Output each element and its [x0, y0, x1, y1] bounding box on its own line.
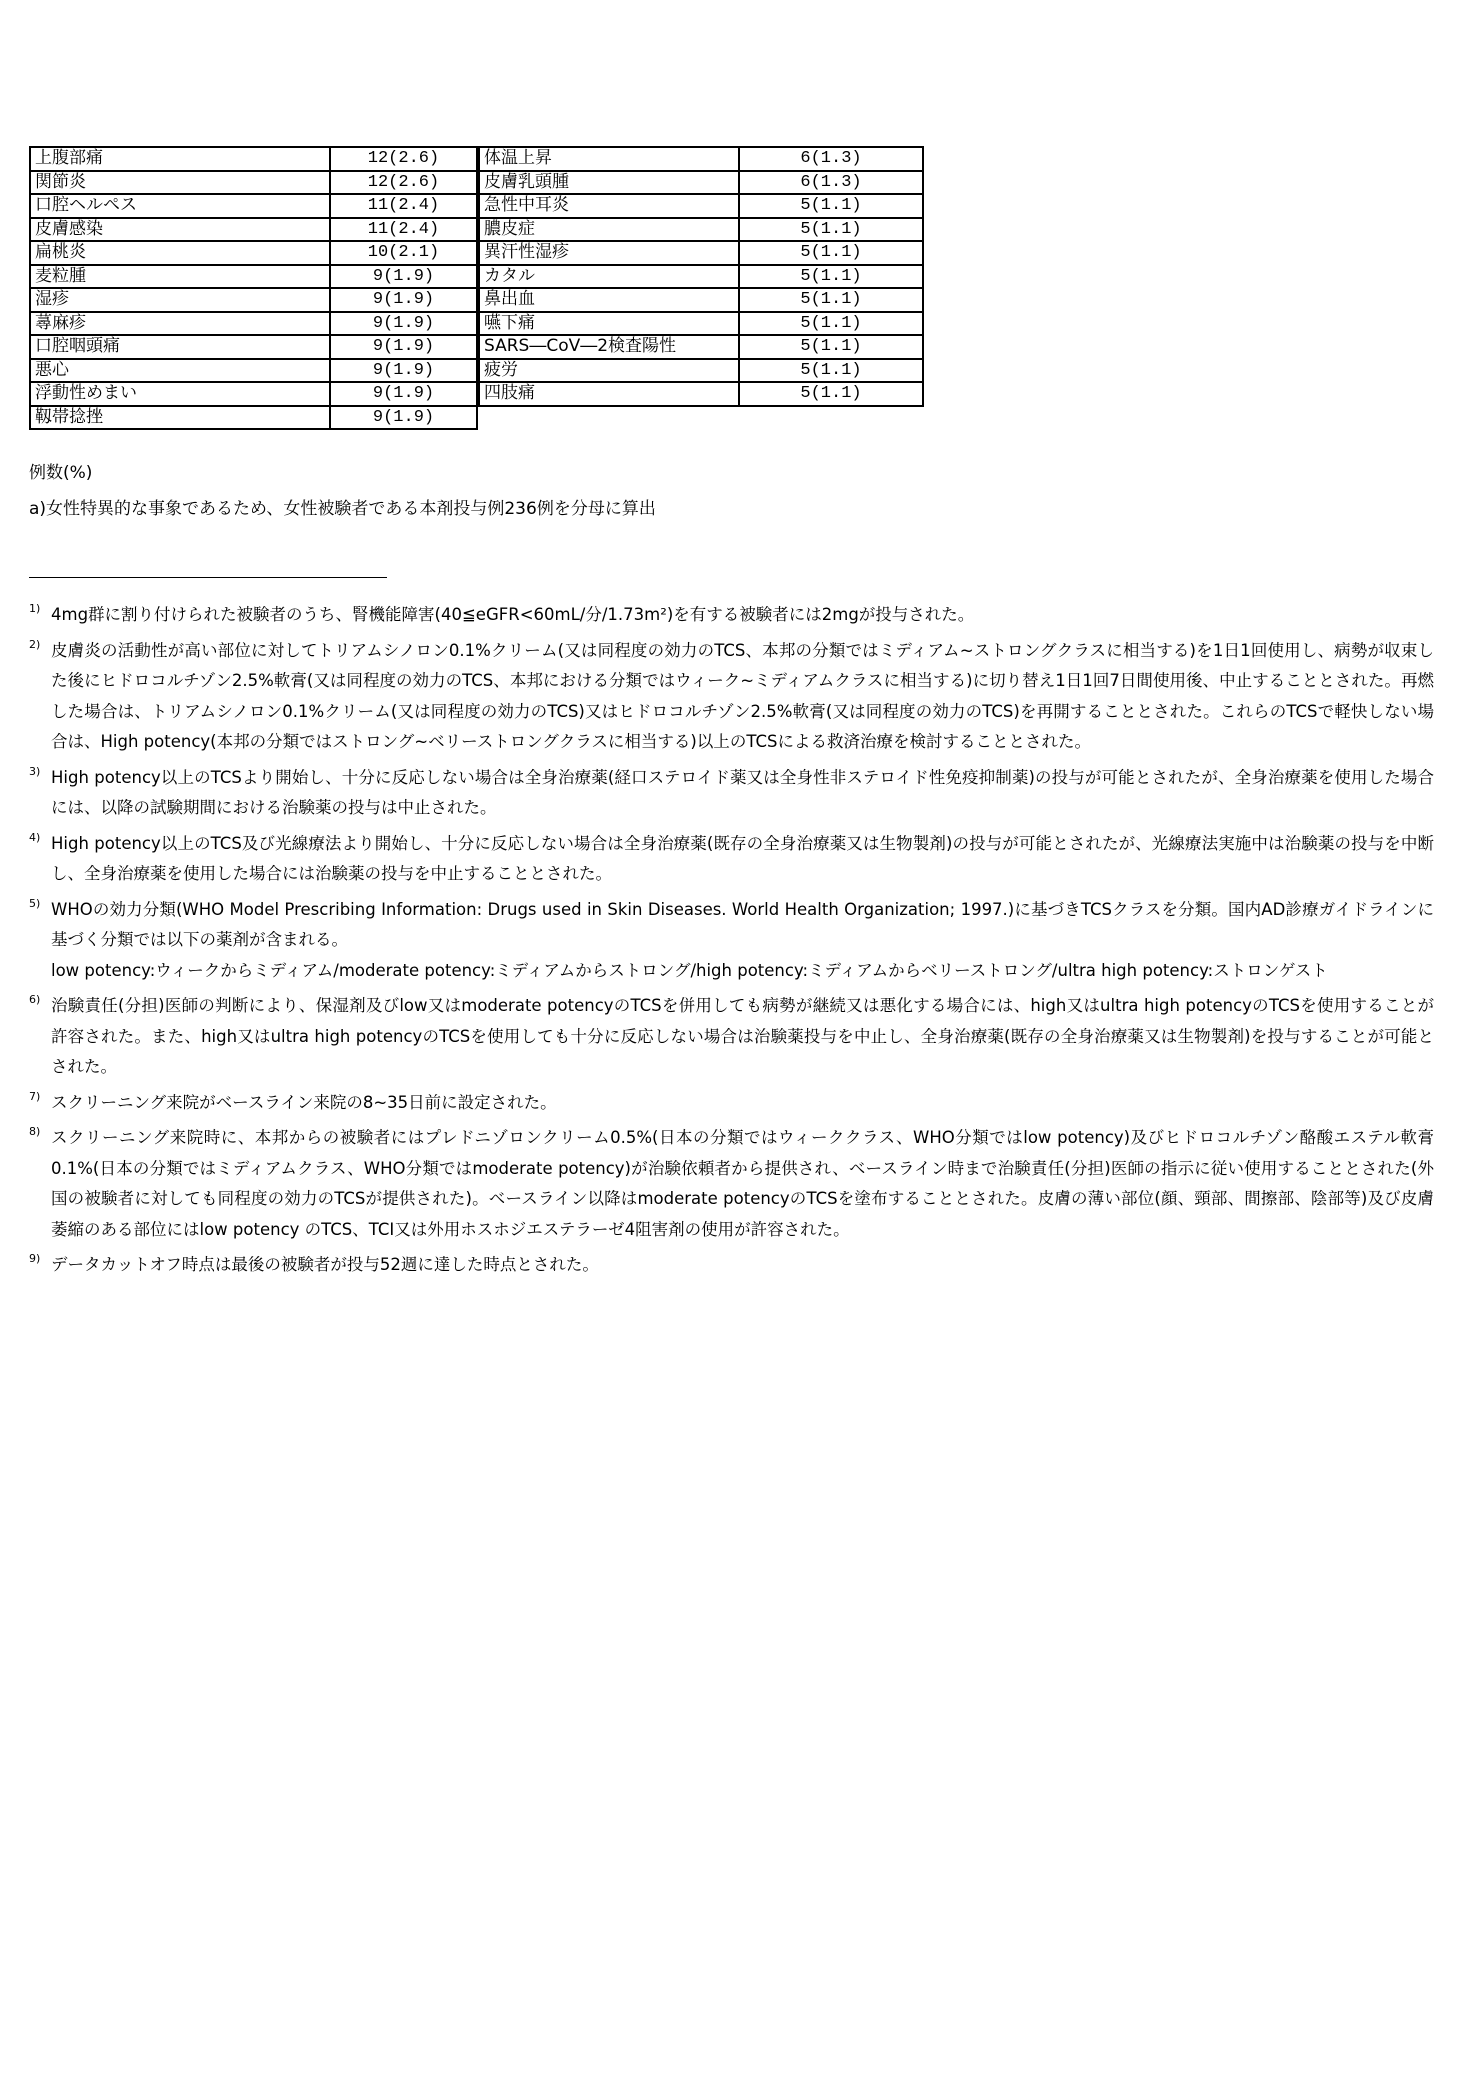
adverse-events-table-left — [29, 146, 478, 430]
event-name-cell: 四肢痛 — [479, 382, 739, 406]
footnote-item — [29, 1088, 1434, 1119]
table-row — [479, 194, 923, 218]
event-count-cell: 5(1.1) — [739, 288, 923, 312]
event-name-cell: 上腹部痛 — [30, 147, 330, 171]
event-count-cell: 5(1.1) — [739, 335, 923, 359]
event-count-cell: 12(2.6) — [330, 171, 477, 195]
footnote-divider — [29, 577, 387, 578]
event-name-cell: 皮膚感染 — [30, 218, 330, 242]
table-row — [30, 241, 477, 265]
table-row — [479, 218, 923, 242]
event-name-cell: 体温上昇 — [479, 147, 739, 171]
footnote-marker: 7) — [29, 1089, 41, 1103]
footnote-item — [29, 895, 1434, 987]
event-count-cell: 11(2.4) — [330, 218, 477, 242]
event-count-cell: 9(1.9) — [330, 312, 477, 336]
event-count-cell: 5(1.1) — [739, 241, 923, 265]
event-name-cell: 嚥下痛 — [479, 312, 739, 336]
unit-note: 例数(%) — [29, 463, 93, 483]
footnote-item — [29, 636, 1434, 758]
table-row — [30, 171, 477, 195]
event-count-cell: 9(1.9) — [330, 265, 477, 289]
event-count-cell: 5(1.1) — [739, 218, 923, 242]
footnote-text: 4mg群に割り付けられた被験者のうち、腎機能障害(40≦eGFR<60mL/分/1.73m²)を有する被験者には2mgが投与された。 — [51, 605, 975, 624]
event-count-cell: 9(1.9) — [330, 406, 477, 430]
event-name-cell: 浮動性めまい — [30, 382, 330, 406]
footnote-marker: 8) — [29, 1125, 41, 1138]
footnote-marker: 9) — [29, 1252, 41, 1265]
event-name-cell: 扁桃炎 — [30, 241, 330, 265]
event-name-cell: 急性中耳炎 — [479, 194, 739, 218]
footnote-text: WHOの効力分類(WHO Model Prescribing Information: Drugs used in Skin Diseases. World Health Organization; 1997.)に基づきTCSクラスを分類。国内AD診療ガイドラインに基づく分類では以下の薬剤が含まれる。 — [51, 899, 1434, 949]
footnote-text: High potency以上のTCS及び光線療法より開始し、十分に反応しない場合は全身治療薬(既存の全身治療薬又は生物製剤)の投与が可能とされたが、光線療法実施中は治験薬の投与を中断し、全身治療薬を使用した場合には治験薬の投与を中止することとされた。 — [51, 833, 1434, 883]
footnote-item — [29, 1123, 1434, 1245]
event-name-cell: 悪心 — [30, 359, 330, 383]
event-count-cell: 5(1.1) — [739, 382, 923, 406]
footnote-item — [29, 1250, 1434, 1281]
footnote-marker: 1) — [29, 602, 41, 615]
table-row — [30, 265, 477, 289]
event-name-cell: 湿疹 — [30, 288, 330, 312]
footnote-text: High potency以上のTCSより開始し、十分に反応しない場合は全身治療薬(経口ステロイド薬又は全身性非ステロイド性免疫抑制薬)の投与が可能とされたが、全身治療薬を使用した場合には、以降の試験期間における治験薬の投与は中止された。 — [51, 767, 1434, 817]
table-row — [30, 382, 477, 406]
event-count-cell: 11(2.4) — [330, 194, 477, 218]
footnote-marker: 4) — [29, 830, 41, 844]
footnote-text: low potency:ウィークからミディアム/moderate potency:ミディアムからストロング/high potency:ミディアムからベリーストロング/ultra high potency:ストロンゲスト — [51, 960, 1328, 980]
event-count-cell: 9(1.9) — [330, 288, 477, 312]
footnote-text: データカットオフ時点は最後の被験者が投与52週に達した時点とされた。 — [51, 1255, 599, 1274]
event-name-cell: 麦粒腫 — [30, 265, 330, 289]
event-count-cell: 6(1.3) — [739, 147, 923, 171]
table-row — [479, 382, 923, 406]
event-name-cell: 蕁麻疹 — [30, 312, 330, 336]
event-count-cell: 10(2.1) — [330, 241, 477, 265]
footnote-marker: 2) — [29, 637, 41, 651]
event-name-cell: 口腔ヘルペス — [30, 194, 330, 218]
event-count-cell: 5(1.1) — [739, 359, 923, 383]
footnotes-section — [29, 600, 1434, 1286]
event-count-cell: 5(1.1) — [739, 265, 923, 289]
table-row — [30, 147, 477, 171]
footnote-marker: 6) — [29, 993, 41, 1006]
table-row — [479, 335, 923, 359]
event-name-cell: 疲労 — [479, 359, 739, 383]
footnote-text: 治験責任(分担)医師の判断により、保湿剤及びlow又はmoderate potencyのTCSを併用しても病勢が継続又は悪化する場合には、high又はultra high potencyのTCSを使用することが許容された。また、high又はultra high potencyのTCSを使用しても十分に反応しない場合は治験薬投与を中止し、全身治療薬(既存の全身治療薬又は生物製剤)を投与することが可能とされた。 — [51, 996, 1434, 1076]
table-row — [30, 359, 477, 383]
footnote-marker: 3) — [29, 764, 41, 778]
footnote-item — [29, 763, 1434, 824]
table-row — [479, 265, 923, 289]
event-name-cell: 鼻出血 — [479, 288, 739, 312]
event-count-cell: 6(1.3) — [739, 171, 923, 195]
table-row — [479, 147, 923, 171]
event-name-cell: 口腔咽頭痛 — [30, 335, 330, 359]
event-name-cell: カタル — [479, 265, 739, 289]
event-count-cell: 9(1.9) — [330, 335, 477, 359]
table-row — [30, 312, 477, 336]
table-row — [30, 288, 477, 312]
event-count-cell: 9(1.9) — [330, 359, 477, 383]
event-count-cell: 9(1.9) — [330, 382, 477, 406]
event-count-cell: 5(1.1) — [739, 312, 923, 336]
table-row — [30, 406, 477, 430]
footnote-item — [29, 829, 1434, 890]
table-row — [30, 218, 477, 242]
event-name-cell: 靱帯捻挫 — [30, 406, 330, 430]
event-count-cell: 12(2.6) — [330, 147, 477, 171]
table-row — [479, 171, 923, 195]
footnote-text: スクリーニング来院時に、本邦からの被験者にはプレドニゾロンクリーム0.5%(日本の分類ではウィーククラス、WHO分類ではlow potency)及びヒドロコルチゾン酪酸エステル軟膏0.1%(日本の分類ではミディアムクラス、WHO分類ではmoderate potency)が治験依頼者から提供され、ベースライン時まで治験責任(分担)医師の指示に従い使用することとされた(外国の被験者に対しても同程度の効力のTCSが提供された)。ベースライン以降はmoderate potencyのTCSを塗布することとされた。皮膚の薄い部位(顔、頸部、間擦部、陰部等)及び皮膚萎縮のある部位にはlow potency のTCS、TCI又は外用ホスホジエステラーゼ4阻害剤の使用が許容された。 — [51, 1128, 1434, 1239]
event-name-cell: SARS―CoV―2検査陽性 — [479, 335, 739, 359]
table-row — [30, 194, 477, 218]
footnote-a: a)女性特異的な事象であるため、女性被験者である本剤投与例236例を分母に算出 — [29, 499, 656, 519]
event-name-cell: 関節炎 — [30, 171, 330, 195]
table-row — [479, 241, 923, 265]
table-row — [479, 288, 923, 312]
footnote-marker: 5) — [29, 896, 41, 910]
event-count-cell: 5(1.1) — [739, 194, 923, 218]
table-row — [479, 359, 923, 383]
event-name-cell: 皮膚乳頭腫 — [479, 171, 739, 195]
footnote-text: スクリーニング来院がベースライン来院の8~35日前に設定された。 — [51, 1092, 557, 1112]
footnote-item — [29, 991, 1434, 1083]
event-name-cell: 膿皮症 — [479, 218, 739, 242]
table-row — [479, 312, 923, 336]
table-row — [30, 335, 477, 359]
event-name-cell: 異汗性湿疹 — [479, 241, 739, 265]
footnote-item — [29, 600, 1434, 631]
footnote-text: 皮膚炎の活動性が高い部位に対してトリアムシノロン0.1%クリーム(又は同程度の効力のTCS、本邦の分類ではミディアム~ストロングクラスに相当する)を1日1回使用し、病勢が収束した後にヒドロコルチゾン2.5%軟膏(又は同程度の効力のTCS、本邦における分類ではウィーク~ミディアムクラスに相当する)に切り替え1日1回7日間使用後、中止することとされた。再燃した場合は、トリアムシノロン0.1%クリーム(又は同程度の効力のTCS)又はヒドロコルチゾン2.5%軟膏(又は同程度の効力のTCS)を再開することとされた。これらのTCSで軽快しない場合は、High potency(本邦の分類ではストロング~ベリーストロングクラスに相当する)以上のTCSによる救済治療を検討することとされた。 — [51, 640, 1434, 751]
adverse-events-table-right — [478, 146, 924, 407]
